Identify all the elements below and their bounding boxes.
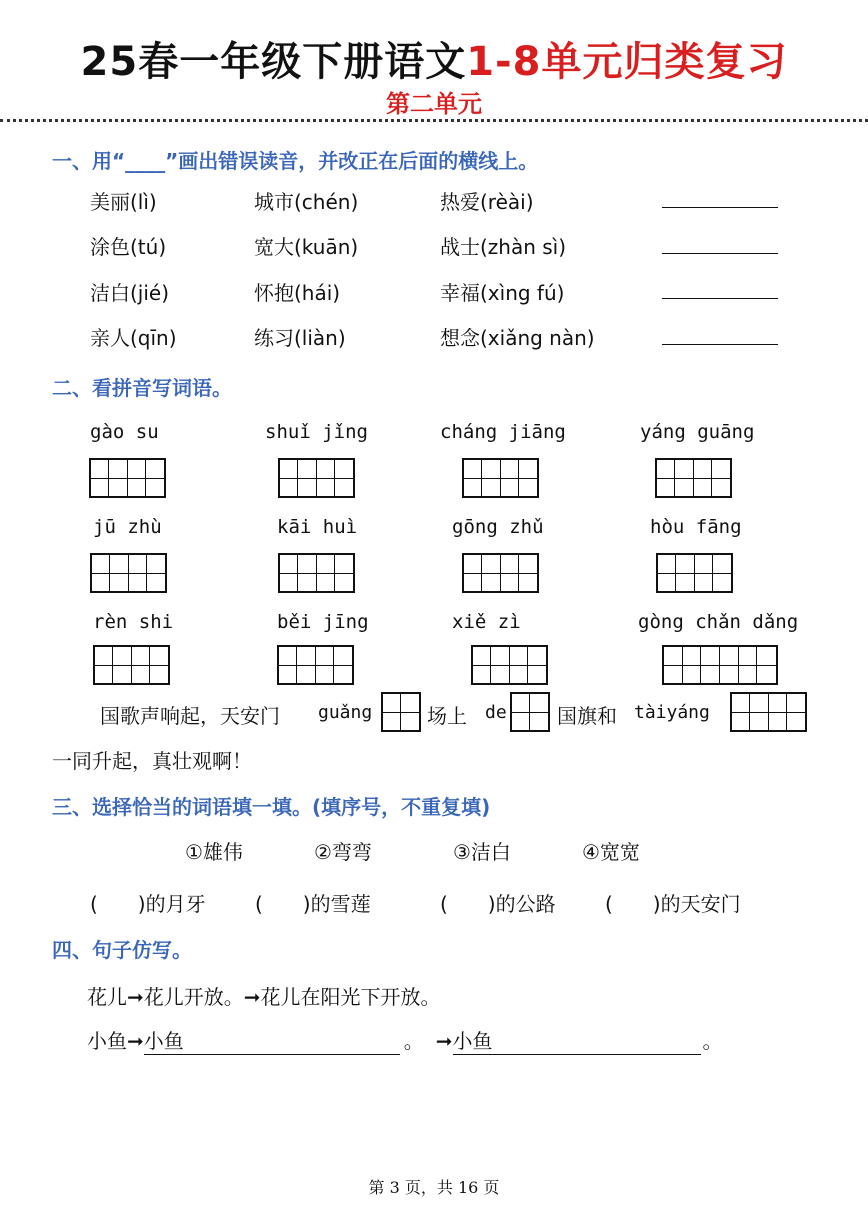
writing-grid-3-1[interactable] (93, 645, 170, 685)
s1-item-2-2: 宽大(kuān) (254, 235, 359, 259)
example-sentence: 花儿➞花儿开放。➞花儿在阳光下开放。 (87, 985, 441, 1009)
writing-grid-3-3[interactable] (471, 645, 548, 685)
writing-grid-1-2[interactable] (278, 458, 355, 498)
sentence-part-2: 场上 (427, 704, 467, 728)
pinyin-3-2: běi jīng (277, 611, 369, 633)
page-number: 第 3 页，共 16 页 (368, 1178, 500, 1197)
pinyin-3-1: rèn shi (93, 611, 174, 633)
sentence-grid-3[interactable] (730, 692, 807, 732)
s1-item-3-1: 洁白(jié) (90, 281, 170, 305)
writing-grid-2-3[interactable] (462, 553, 539, 593)
writing-grid-1-4[interactable] (655, 458, 732, 498)
imitation-fill-a[interactable] (144, 1025, 400, 1055)
page-subtitle: 第二单元 (386, 90, 482, 118)
imitation-row (87, 1025, 723, 1055)
sentence-pinyin-2: de (485, 702, 507, 723)
arrow-icon: ➞ (435, 1029, 453, 1053)
imitation-fill-a-text: 小鱼 (143, 1029, 184, 1053)
pinyin-1-2: shuǐ jǐng (265, 421, 368, 443)
section1-heading: 一、用“____”画出错误读音，并改正在后面的横线上。 (52, 149, 539, 173)
writing-grid-3-2[interactable] (277, 645, 354, 685)
s1-item-4-3: 想念(xiǎng nàn) (440, 326, 595, 350)
writing-grid-3-4[interactable] (662, 645, 778, 685)
pinyin-3-4: gòng chǎn dǎng (638, 611, 799, 633)
sentence-part-4: 一同升起，真壮观啊！ (52, 749, 252, 773)
title-black: 25春一年级下册语文 (80, 39, 467, 85)
s1-item-3-3: 幸福(xìng fú) (440, 281, 565, 305)
answer-line-4[interactable] (662, 344, 778, 345)
s1-item-1-2: 城市(chén) (254, 190, 359, 214)
answer-line-1[interactable] (662, 207, 778, 208)
s1-item-1-1: 美丽(lì) (90, 190, 157, 214)
s1-item-4-1: 亲人(qīn) (90, 326, 177, 350)
sentence-part-3: 国旗和 (557, 704, 617, 728)
blank-4[interactable]: ( )的天安门 (605, 892, 741, 916)
dotted-divider (0, 119, 868, 122)
section4-heading: 四、句子仿写。 (52, 938, 192, 962)
imitation-dot-a: 。 (403, 1029, 424, 1053)
pinyin-2-3: gōng zhǔ (452, 516, 544, 538)
imitation-fill-b[interactable] (453, 1025, 701, 1055)
writing-grid-1-3[interactable] (462, 458, 539, 498)
blank-3[interactable]: ( )的公路 (440, 892, 556, 916)
s1-item-2-1: 涂色(tú) (90, 235, 167, 259)
blank-1[interactable]: ( )的月牙 (90, 892, 206, 916)
writing-grid-1-1[interactable] (89, 458, 166, 498)
answer-line-2[interactable] (662, 253, 778, 254)
imitation-dot-b: 。 (702, 1029, 723, 1053)
section2-heading: 二、看拼音写词语。 (52, 376, 232, 400)
s1-item-1-3: 热爱(rèài) (440, 190, 534, 214)
section3-heading: 三、选择恰当的词语填一填。(填序号，不重复填) (52, 795, 491, 819)
pinyin-2-4: hòu fāng (650, 516, 742, 538)
page-title (0, 30, 868, 87)
sentence-part-1: 国歌声响起，天安门 (100, 704, 280, 728)
pinyin-2-2: kāi huì (277, 516, 358, 538)
pinyin-3-3: xiě zì (452, 611, 521, 633)
writing-grid-2-4[interactable] (656, 553, 733, 593)
blank-2[interactable]: ( )的雪莲 (255, 892, 371, 916)
pinyin-2-1: jū zhù (93, 516, 162, 538)
option-3: ③洁白 (453, 840, 511, 864)
imitation-prompt-a: 小鱼➞ (87, 1029, 144, 1053)
writing-grid-2-2[interactable] (278, 553, 355, 593)
option-4: ④宽宽 (582, 840, 640, 864)
pinyin-1-1: gào su (90, 421, 159, 443)
imitation-fill-b-text: 小鱼 (452, 1029, 493, 1053)
option-1: ①雄伟 (185, 840, 243, 864)
sentence-grid-2[interactable] (510, 692, 550, 732)
sentence-grid-1[interactable] (381, 692, 421, 732)
s1-item-4-2: 练习(liàn) (254, 326, 346, 350)
pinyin-1-4: yáng guāng (640, 421, 755, 443)
sentence-pinyin-3: tàiyáng (634, 702, 710, 723)
s1-item-3-2: 怀抱(hái) (254, 281, 341, 305)
option-2: ②弯弯 (314, 840, 372, 864)
pinyin-1-3: cháng jiāng (440, 421, 566, 443)
s1-item-2-3: 战士(zhàn sì) (440, 235, 567, 259)
writing-grid-2-1[interactable] (90, 553, 167, 593)
sentence-pinyin-1: guǎng (318, 702, 373, 723)
title-red: 1-8单元归类复习 (466, 39, 788, 85)
answer-line-3[interactable] (662, 298, 778, 299)
